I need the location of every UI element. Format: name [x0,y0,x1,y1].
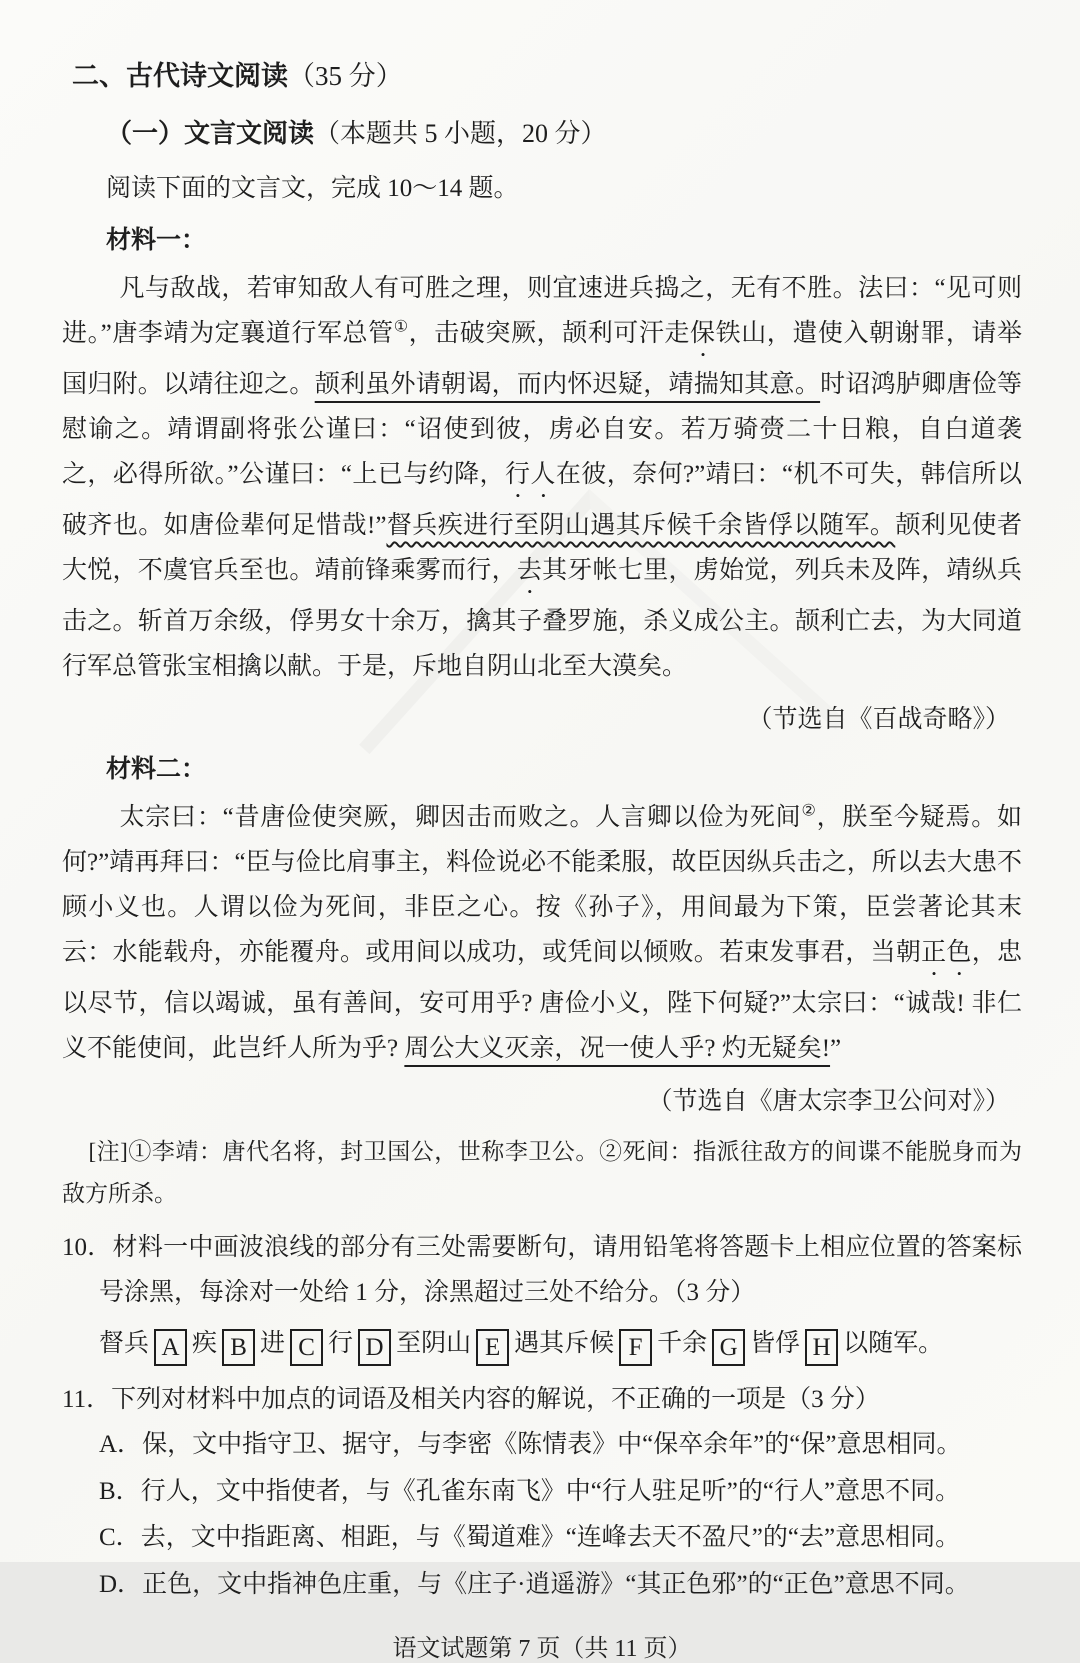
option-d-text: 正色，文中指神色庄重，与《庄子·逍遥游》“其正色邪”的“正色”意思不同。 [142,1570,970,1598]
reading-instruction: 阅读下面的文言文，完成 10～14 题。 [106,175,519,202]
question-10-text: 材料一中画波浪线的部分有三处需要断句，请用铅笔将答题卡上相应位置的答案标号涂黑，每涂对一处给 1 分，涂黑超过三处不给分。（3 分） [99,1234,1022,1306]
material1-source: （节选自《百战奇略》） [747,706,1010,733]
option-b-label: B． [99,1477,141,1505]
section-title-score: （35 分） [288,61,403,91]
question-11-number: 11． [62,1386,112,1413]
page-footer: 语文试题第 7 页（共 11 页） [392,1636,692,1662]
footnote: [注]①李靖：唐代名将，封卫国公，世称李卫公。②死间：指派往敌方的间谍不能脱身而为敌方所杀。 [62,1139,1022,1206]
option-c-text: 去，文中指距离、相距，与《蜀道难》“连峰去天不盈尺”的“去”意思相同。 [140,1524,961,1551]
option-d-label: D． [99,1570,143,1598]
question-11-option-c [99,1515,1022,1562]
question-10-stem [62,1225,1022,1315]
material2-source: （节选自《唐太宗李卫公问对》） [647,1088,1010,1115]
material2-label: 材料二： [106,756,207,783]
question-11-option-d [99,1562,1022,1609]
question-10-number: 10． [62,1234,113,1261]
question-11-option-a [99,1422,1022,1469]
question-10-sentence: 督兵 A 疾 B 进 C 行 D 至阴山 E 遇其斥候 F 千余 G 皆俘 H 以随军。 [99,1319,1022,1369]
question-11-option-b [99,1469,1022,1516]
question-11-stem [62,1377,1022,1422]
question-11-text: 下列对材料中加点的词语及相关内容的解说，不正确的一项是（3 分） [111,1386,880,1413]
subsection-title [106,113,1022,150]
option-c-label: C． [99,1524,141,1551]
subsection-title-text: （一）文言文阅读 [106,119,315,148]
question-10 [62,1225,1022,1369]
material1-label: 材料一： [106,227,207,254]
option-b-text: 行人，文中指使者，与《孔雀东南飞》中“行人驻足听”的“行人”意思不同。 [140,1477,961,1505]
material2-paragraph: 太宗曰：“昔唐俭使突厥，卿因击而败之。人言卿以俭为死间②，朕至今疑焉。如何?”靖再拜曰：“臣与俭比肩事主，料俭说必不能柔服，故臣因纵兵击之，所以去大患不顾小义也。人谓以俭为死间，非臣之心。按《孙子》，用间最为下策，臣尝著论其末云：水能载舟，亦能覆舟。或用间以成功，或凭间以倾败。若束发事君，当朝正色，忠以尽节，信以竭诚，虽有善间，安可用乎? 唐俭小义，陛下何疑?”太宗曰：“诚哉! 非仁义不能使间，此岂纤人所为乎? 周公大义灭亲，况一使人乎? 灼无疑矣!” [62,802,1022,1062]
section-title-text: 二、古代诗文阅读 [72,61,288,91]
question-11 [62,1377,1022,1608]
material1-paragraph: 凡与敌战，若审知敌人有可胜之理，则宜速进兵捣之，无有不胜。法曰：“见可则进。”唐李靖为定襄道行军总管①，击破突厥，颉利可汗走保铁山，遣使入朝谢罪，请举国归附。以靖往迎之。颉利虽外请朝谒，而内怀迟疑，靖揣知其意。时诏鸿胪卿唐俭等慰谕之。靖谓副将张公谨曰：“诏使到彼，虏必自安。若万骑赍二十日粮，自白道袭之，必得所欲。”公谨曰：“上已与约降，行人在彼，奈何?”靖曰：“机不可失，韩信所以破齐也。如唐俭辈何足惜哉!”督兵疾进行至阴山遇其斥候千余皆俘以随军。颉利见使者大悦，不虞官兵至也。靖前锋乘雾而行，去其牙帐七里，虏始觉，列兵未及阵，靖纵兵击之。斩首万余级，俘男女十余万，擒其子叠罗施，杀义成公主。颉利亡去，为大同道行军总管张宝相擒以献。于是，斥地自阴山北至大漠矣。 [62,275,1022,680]
section-title [72,54,1022,93]
subsection-title-score: （本题共 5 小题，20 分） [314,119,607,148]
option-a-label: A． [99,1431,143,1458]
option-a-text: 保，文中指守卫、据守，与李密《陈情表》中“保卒余年”的“保”意思相同。 [142,1431,962,1458]
